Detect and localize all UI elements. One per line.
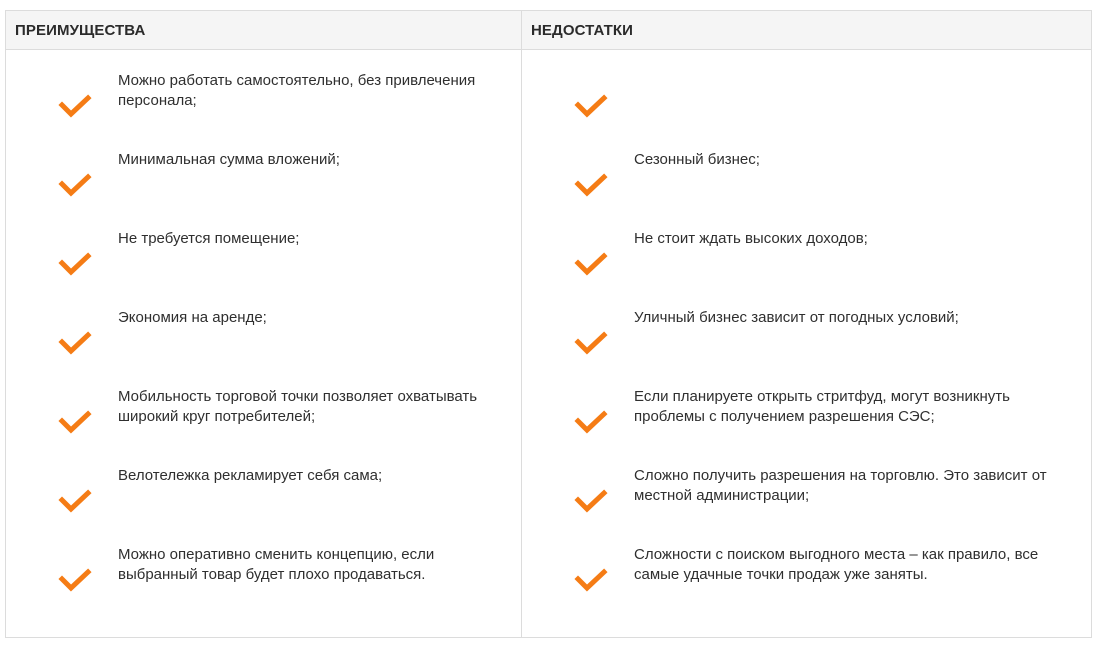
list-item: [6, 150, 521, 229]
advantages-header: ПРЕИМУЩЕСТВА: [6, 11, 521, 50]
check-icon: [574, 408, 608, 436]
check-icon: [58, 250, 92, 278]
list-item-text: Велотележка рекламирует себя сама;: [118, 467, 383, 484]
check-icon: [574, 171, 608, 199]
check-icon: [58, 92, 92, 120]
list-item: [522, 71, 1091, 150]
check-icon: [58, 408, 92, 436]
check-icon: [574, 92, 608, 120]
list-item-text: Можно оперативно сменить концепцию, если выбранный товар будет плохо продаваться.: [118, 546, 435, 583]
disadvantages-column: [522, 11, 1091, 637]
list-item: [6, 71, 521, 150]
list-item: [6, 308, 521, 387]
list-item-text: Минимальная сумма вложений;: [118, 151, 340, 168]
list-item: [522, 229, 1091, 308]
list-item: [522, 466, 1091, 545]
list-item-text: Уличный бизнес зависит от погодных условий;: [634, 309, 959, 326]
list-item-text: Сложно получить разрешения на торговлю. Это зависит от местной администрации;: [634, 467, 1047, 504]
list-item: [6, 387, 521, 466]
list-item: [522, 387, 1091, 466]
list-item: [6, 466, 521, 545]
check-icon: [574, 329, 608, 357]
check-icon: [574, 250, 608, 278]
check-icon: [58, 171, 92, 199]
check-icon: [58, 566, 92, 594]
check-icon: [574, 487, 608, 515]
advantages-column: [6, 11, 522, 637]
pros-cons-table: [5, 10, 1092, 638]
list-item-text: Можно работать самостоятельно, без привлечения персонала;: [118, 72, 476, 109]
list-item: [6, 229, 521, 308]
list-item: [522, 545, 1091, 624]
list-item-text: Сезонный бизнес;: [634, 151, 760, 168]
list-item-text: Если планируете открыть стритфуд, могут возникнуть проблемы с получением разрешения СЭС;: [634, 388, 1010, 425]
check-icon: [574, 566, 608, 594]
check-icon: [58, 487, 92, 515]
list-item-text: Экономия на аренде;: [118, 309, 267, 326]
list-item-text: Сложности с поиском выгодного места – как правило, все самые удачные точки продаж уже заняты.: [634, 546, 1039, 583]
disadvantages-header: НЕДОСТАТКИ: [522, 11, 1091, 50]
list-item: [522, 150, 1091, 229]
list-item: [6, 545, 521, 624]
check-icon: [58, 329, 92, 357]
list-item-text: Не стоит ждать высоких доходов;: [634, 230, 868, 247]
list-item-text: Мобильность торговой точки позволяет охватывать широкий круг потребителей;: [118, 388, 478, 425]
list-item-text: Не требуется помещение;: [118, 230, 300, 247]
list-item: [522, 308, 1091, 387]
